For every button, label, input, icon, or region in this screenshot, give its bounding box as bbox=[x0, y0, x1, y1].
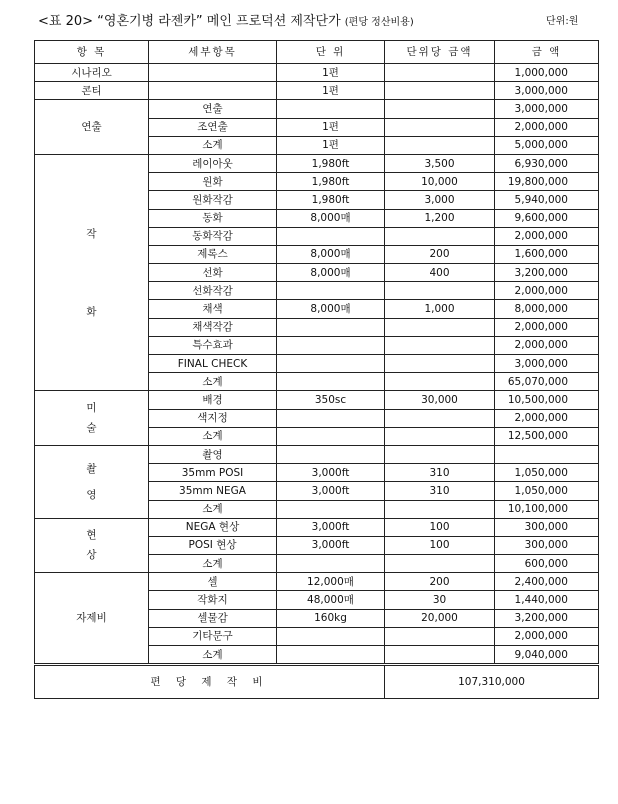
cell-unit-price bbox=[385, 100, 495, 118]
cell-detail: 동화 bbox=[149, 209, 277, 227]
table-row bbox=[35, 391, 599, 409]
cell-unit-price bbox=[385, 445, 495, 463]
cell-detail bbox=[149, 64, 277, 82]
cell-detail: 원화작감 bbox=[149, 191, 277, 209]
cell-amount: 300,000 bbox=[495, 536, 599, 554]
cell-unit: 160kg bbox=[277, 609, 385, 627]
unit-note: 단위:원 bbox=[546, 16, 579, 27]
cell-detail: 레이아웃 bbox=[149, 154, 277, 172]
table-row bbox=[35, 100, 599, 118]
group-art-char-1: 미 bbox=[86, 402, 97, 415]
cell-amount: 2,000,000 bbox=[495, 227, 599, 245]
cell-unit: 1편 bbox=[277, 118, 385, 136]
table-row bbox=[35, 518, 599, 536]
cost-table bbox=[34, 40, 599, 699]
cell-unit bbox=[277, 227, 385, 245]
cell-amount: 1,440,000 bbox=[495, 591, 599, 609]
cell-unit-price bbox=[385, 282, 495, 300]
cell-detail: 기타문구 bbox=[149, 627, 277, 645]
group-materials: 자제비 bbox=[35, 573, 149, 665]
cell-unit: 1편 bbox=[277, 136, 385, 154]
cell-unit: 3,000ft bbox=[277, 464, 385, 482]
cell-unit-price bbox=[385, 318, 495, 336]
cell-unit-price bbox=[385, 118, 495, 136]
table-row bbox=[35, 64, 599, 82]
cell-amount: 9,040,000 bbox=[495, 646, 599, 665]
table-title-main: <표 20> “영혼기병 라젠카” 메인 프로덕션 제작단가 bbox=[38, 14, 341, 29]
cell-unit: 8,000매 bbox=[277, 245, 385, 263]
cell-detail: 촬영 bbox=[149, 445, 277, 463]
cell-unit: 12,000매 bbox=[277, 573, 385, 591]
cell-amount: 65,070,000 bbox=[495, 373, 599, 391]
cell-unit bbox=[277, 282, 385, 300]
total-label: 편 당 제 작 비 bbox=[35, 665, 385, 699]
cell-unit bbox=[277, 445, 385, 463]
cell-amount: 3,200,000 bbox=[495, 264, 599, 282]
cell-unit bbox=[277, 355, 385, 373]
cell-unit bbox=[277, 336, 385, 354]
group-direction: 연출 bbox=[35, 100, 149, 155]
cell-amount bbox=[495, 445, 599, 463]
cell-amount: 2,000,000 bbox=[495, 118, 599, 136]
cell-detail: 35mm NEGA bbox=[149, 482, 277, 500]
cell-unit-price: 10,000 bbox=[385, 173, 495, 191]
header-row bbox=[35, 41, 599, 64]
cell-unit: 3,000ft bbox=[277, 482, 385, 500]
cell-unit: 3,000ft bbox=[277, 536, 385, 554]
cell-unit-price: 200 bbox=[385, 245, 495, 263]
cell-unit-price bbox=[385, 227, 495, 245]
cell-unit-price: 1,000 bbox=[385, 300, 495, 318]
cell-unit-price: 400 bbox=[385, 264, 495, 282]
cell-detail: 소계 bbox=[149, 427, 277, 445]
cell-unit bbox=[277, 627, 385, 645]
cell-detail bbox=[149, 82, 277, 100]
header-unit-price: 단위당 금액 bbox=[385, 41, 495, 64]
cell-unit: 1,980ft bbox=[277, 191, 385, 209]
cell-detail: 연출 bbox=[149, 100, 277, 118]
cell-detail: 조연출 bbox=[149, 118, 277, 136]
cell-amount: 1,000,000 bbox=[495, 64, 599, 82]
table-row bbox=[35, 445, 599, 463]
cell-unit-price bbox=[385, 646, 495, 665]
cell-unit: 8,000매 bbox=[277, 209, 385, 227]
cell-unit-price bbox=[385, 64, 495, 82]
cell-unit-price: 30 bbox=[385, 591, 495, 609]
cell-detail: 선화작감 bbox=[149, 282, 277, 300]
cell-amount: 5,000,000 bbox=[495, 136, 599, 154]
cell-unit: 1편 bbox=[277, 82, 385, 100]
cell-unit-price bbox=[385, 136, 495, 154]
cell-amount: 5,940,000 bbox=[495, 191, 599, 209]
cell-amount: 10,100,000 bbox=[495, 500, 599, 518]
cell-unit-price bbox=[385, 500, 495, 518]
table-row bbox=[35, 154, 599, 172]
cell-unit bbox=[277, 318, 385, 336]
cell-amount: 10,500,000 bbox=[495, 391, 599, 409]
cell-amount: 2,400,000 bbox=[495, 573, 599, 591]
cell-amount: 2,000,000 bbox=[495, 282, 599, 300]
total-amount: 107,310,000 bbox=[385, 665, 599, 699]
cell-unit-price bbox=[385, 336, 495, 354]
cell-detail: 셀 bbox=[149, 573, 277, 591]
cell-amount: 3,000,000 bbox=[495, 355, 599, 373]
group-art bbox=[35, 391, 149, 446]
cell-unit bbox=[277, 373, 385, 391]
group-filming-char-1: 촬 bbox=[86, 462, 97, 475]
cell-unit: 48,000매 bbox=[277, 591, 385, 609]
cell-amount: 6,930,000 bbox=[495, 154, 599, 172]
cell-amount: 3,000,000 bbox=[495, 82, 599, 100]
cell-amount: 12,500,000 bbox=[495, 427, 599, 445]
cell-amount: 1,600,000 bbox=[495, 245, 599, 263]
cell-detail: 소계 bbox=[149, 646, 277, 665]
group-artwork bbox=[35, 154, 149, 390]
cell-unit: 1편 bbox=[277, 64, 385, 82]
table-title-sub: (편당 정산비용) bbox=[344, 17, 414, 28]
cell-detail: 소계 bbox=[149, 136, 277, 154]
cell-amount: 9,600,000 bbox=[495, 209, 599, 227]
cell-unit-price bbox=[385, 627, 495, 645]
cell-amount: 2,000,000 bbox=[495, 336, 599, 354]
cell-detail: 소계 bbox=[149, 373, 277, 391]
cell-detail: 셀물감 bbox=[149, 609, 277, 627]
cell-unit: 8,000매 bbox=[277, 264, 385, 282]
cell-detail: 채색작감 bbox=[149, 318, 277, 336]
cell-detail: 소계 bbox=[149, 555, 277, 573]
cell-detail: FINAL CHECK bbox=[149, 355, 277, 373]
cell-amount: 3,200,000 bbox=[495, 609, 599, 627]
cell-detail: POSI 현상 bbox=[149, 536, 277, 554]
cell-unit-price: 200 bbox=[385, 573, 495, 591]
table-title bbox=[38, 10, 414, 29]
group-developing bbox=[35, 518, 149, 573]
cell-unit: 3,000ft bbox=[277, 518, 385, 536]
cell-unit: 8,000매 bbox=[277, 300, 385, 318]
header-unit: 단 위 bbox=[277, 41, 385, 64]
cell-unit-price bbox=[385, 373, 495, 391]
cell-amount: 1,050,000 bbox=[495, 464, 599, 482]
cell-unit-price: 20,000 bbox=[385, 609, 495, 627]
cell-amount: 600,000 bbox=[495, 555, 599, 573]
group-artwork-char-2: 화 bbox=[86, 305, 97, 318]
group-artwork-char-1: 작 bbox=[86, 227, 97, 240]
cell-unit bbox=[277, 500, 385, 518]
cell-amount: 19,800,000 bbox=[495, 173, 599, 191]
cell-amount: 1,050,000 bbox=[495, 482, 599, 500]
group-scenario: 시나리오 bbox=[35, 64, 149, 82]
cell-amount: 3,000,000 bbox=[495, 100, 599, 118]
cell-unit bbox=[277, 646, 385, 665]
cell-detail: 배경 bbox=[149, 391, 277, 409]
cell-unit bbox=[277, 555, 385, 573]
cell-unit-price bbox=[385, 555, 495, 573]
cell-unit-price: 310 bbox=[385, 464, 495, 482]
cell-amount: 300,000 bbox=[495, 518, 599, 536]
cell-amount: 2,000,000 bbox=[495, 627, 599, 645]
cell-detail: 채색 bbox=[149, 300, 277, 318]
cell-detail: 선화 bbox=[149, 264, 277, 282]
header-detail: 세부항목 bbox=[149, 41, 277, 64]
cell-unit-price bbox=[385, 355, 495, 373]
group-developing-char-1: 현 bbox=[86, 529, 97, 542]
cell-unit-price bbox=[385, 427, 495, 445]
cell-unit bbox=[277, 100, 385, 118]
cell-unit: 1,980ft bbox=[277, 173, 385, 191]
group-art-char-2: 술 bbox=[86, 422, 97, 435]
cell-amount: 2,000,000 bbox=[495, 409, 599, 427]
cell-amount: 2,000,000 bbox=[495, 318, 599, 336]
table-row bbox=[35, 573, 599, 591]
cell-unit-price: 100 bbox=[385, 536, 495, 554]
cell-detail: NEGA 현상 bbox=[149, 518, 277, 536]
cell-unit-price bbox=[385, 409, 495, 427]
cell-detail: 소계 bbox=[149, 500, 277, 518]
group-conti: 콘티 bbox=[35, 82, 149, 100]
group-filming bbox=[35, 445, 149, 518]
cell-amount: 8,000,000 bbox=[495, 300, 599, 318]
cell-detail: 특수효과 bbox=[149, 336, 277, 354]
cell-unit-price: 310 bbox=[385, 482, 495, 500]
group-filming-char-2: 영 bbox=[86, 488, 97, 501]
cell-unit-price: 30,000 bbox=[385, 391, 495, 409]
header-amount: 금 액 bbox=[495, 41, 599, 64]
cell-unit-price: 3,500 bbox=[385, 154, 495, 172]
cell-unit bbox=[277, 427, 385, 445]
cell-unit-price bbox=[385, 82, 495, 100]
cell-unit-price: 1,200 bbox=[385, 209, 495, 227]
cell-detail: 동화작감 bbox=[149, 227, 277, 245]
cell-detail: 작화지 bbox=[149, 591, 277, 609]
cell-detail: 제록스 bbox=[149, 245, 277, 263]
table-row bbox=[35, 82, 599, 100]
cell-detail: 색지정 bbox=[149, 409, 277, 427]
cell-detail: 35mm POSI bbox=[149, 464, 277, 482]
cell-unit-price: 100 bbox=[385, 518, 495, 536]
cell-unit: 350sc bbox=[277, 391, 385, 409]
group-developing-char-2: 상 bbox=[86, 549, 97, 562]
cell-detail: 원화 bbox=[149, 173, 277, 191]
cell-unit-price: 3,000 bbox=[385, 191, 495, 209]
cell-unit bbox=[277, 409, 385, 427]
cell-unit: 1,980ft bbox=[277, 154, 385, 172]
total-row bbox=[35, 665, 599, 699]
header-item: 항 목 bbox=[35, 41, 149, 64]
